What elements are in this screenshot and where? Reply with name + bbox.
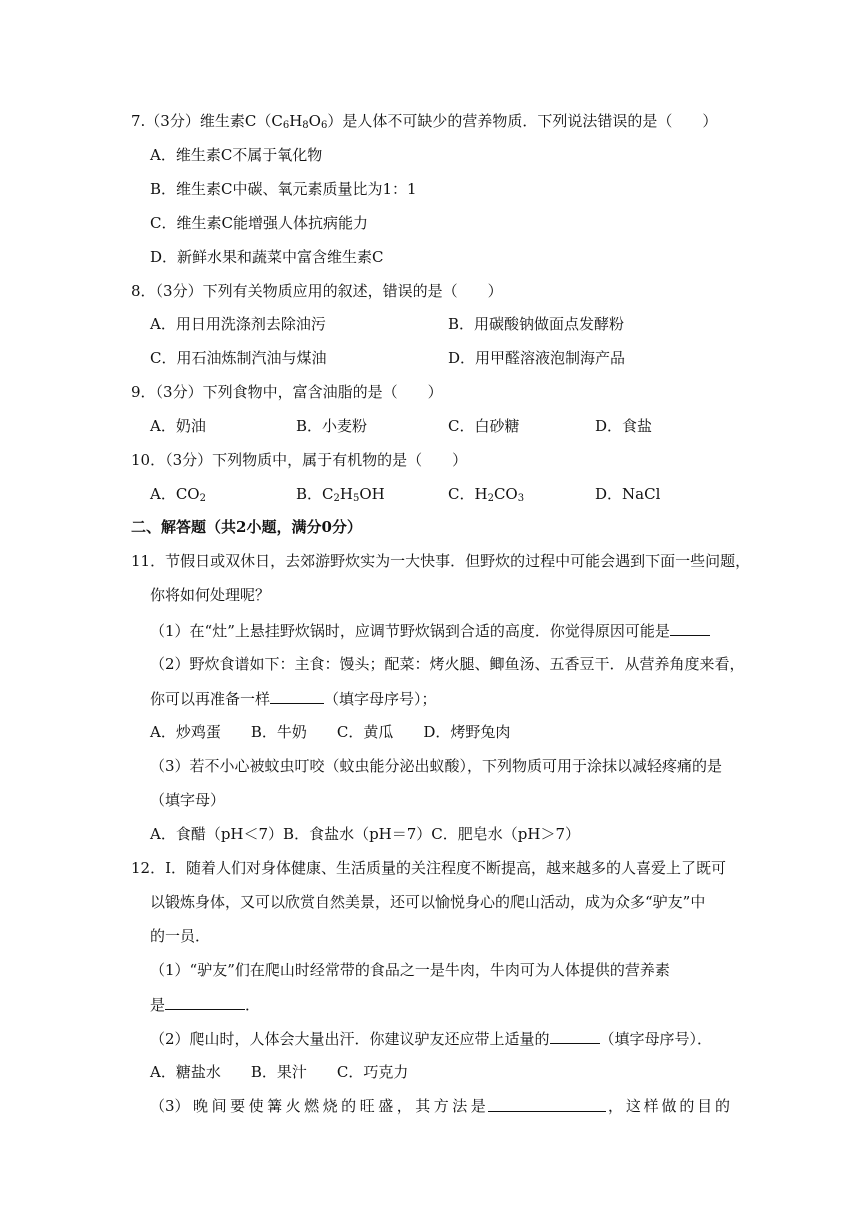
q12-line-2: 以锻炼身体，又可以欣赏自然美景，还可以愉悦身心的爬山活动，成为众多“驴友”中 <box>150 893 706 911</box>
q11-part-2-cont: 你可以再准备一样 （填字母序号）； <box>150 687 437 710</box>
q10-option-d: D．NaCl <box>595 485 661 503</box>
q11-part-1: （1）在“灶”上悬挂野炊锅时，应调节野炊锅到合适的高度．你觉得原因可能是 <box>150 619 710 642</box>
q7-option-a: A．维生素C不属于氧化物 <box>150 146 323 164</box>
q12-part-3-char: 其 <box>415 1097 431 1115</box>
q12-part-3-char: 旺 <box>359 1097 375 1115</box>
q12-part-1-cont: 是 ． <box>150 993 260 1016</box>
q8-stem: 8．（3分）下列有关物质应用的叙述，错误的是（ ） <box>131 282 503 300</box>
answer-blank[interactable] <box>488 1095 606 1112</box>
q12-part-3-char: 做 <box>661 1097 677 1115</box>
q11-part-3: （3）若不小心被蚊虫叮咬（蚊虫能分泌出蚁酸），下列物质可用于涂抹以减轻疼痛的是 <box>150 757 723 775</box>
q10-stem: 10．（3分）下列物质中，属于有机物的是（ ） <box>131 451 468 469</box>
q11-part-3-cont: （填字母） <box>150 791 226 809</box>
q12-part-3-char: 是 <box>470 1097 486 1115</box>
q7-option-b: B．维生素C中碳、氧元素质量比为1：1 <box>150 180 417 198</box>
q12-part-2: （2）爬山时，人体会大量出汗．你建议驴友还应带上适量的 （填字母序号）． <box>150 1027 712 1050</box>
q12-part-3-char: 间 <box>211 1097 227 1115</box>
answer-blank[interactable] <box>165 993 245 1010</box>
q12-part-3-char: 烧 <box>322 1097 338 1115</box>
q11-part-2-options: A．炒鸡蛋 B．牛奶 C．黄瓜 D．烤野兔肉 <box>150 723 511 741</box>
q12-part-3-char: 要 <box>230 1097 246 1115</box>
q11-part-2: （2）野炊食谱如下：主食：馒头；配菜：烤火腿、鲫鱼汤、五香豆干．从营养角度来看， <box>150 655 745 673</box>
q12-part-3-char: 篝 <box>267 1097 283 1115</box>
q11-line-2: 你将如何处理呢？ <box>150 586 271 604</box>
q12-part-3 <box>150 1095 730 1117</box>
q8-option-a: A．用日用洗涤剂去除油污 <box>150 315 326 333</box>
q12-part-3-char: 这 <box>625 1097 641 1115</box>
q8-option-c: C．用石油炼制汽油与煤油 <box>150 349 327 367</box>
q9-option-d: D．食盐 <box>595 417 653 435</box>
q12-part-3-char: 方 <box>433 1097 449 1115</box>
answer-blank[interactable] <box>270 687 324 704</box>
q9-option-b: B．小麦粉 <box>296 417 368 435</box>
q12-part-3-char: 的 <box>679 1097 695 1115</box>
q7-option-d: D．新鲜水果和蔬菜中富含维生素C <box>150 248 384 266</box>
q12-part-3-tail <box>608 1095 730 1117</box>
q12-part-3-char: 目 <box>697 1097 713 1115</box>
q7-stem: 7.（3分）维生素$C(C_6H_8O_6)$是人体不可缺少的营养物质．下列说法错误的是（ ） <box>131 112 718 131</box>
q12-part-3-char: 的 <box>714 1097 730 1115</box>
q12-part-2-options: A．糖盐水 B．果汁 C．巧克力 <box>150 1063 409 1081</box>
section-title: 二、解答题（共2小题，满分0分） <box>131 518 362 536</box>
q12-part-3-char: 法 <box>452 1097 468 1115</box>
q11-part-3-options: A．食醋（pH＜7）B．食盐水（pH＝7）C．肥皂水（pH＞7） <box>150 825 581 843</box>
q8-option-b: B．用碳酸钠做面点发酵粉 <box>448 315 625 333</box>
q11-line-1: 11．节假日或双休日，去郊游野炊实为一大快事．但野炊的过程中可能会遇到下面一些问题， <box>131 552 751 570</box>
q9-option-c: C．白砂糖 <box>448 417 520 435</box>
q12-part-3-char: ， <box>608 1097 624 1115</box>
q9-option-a: A．奶油 <box>150 417 206 435</box>
q12-part-3-char: 火 <box>285 1097 301 1115</box>
q12-line-1: 12．I．随着人们对身体健康、生活质量的关注程度不断提高，越来越多的人喜爱上了既可 <box>131 859 727 877</box>
q12-part-1: （1）“驴友”们在爬山时经常带的食品之一是牛肉，牛肉可为人体提供的营养素 <box>150 961 670 979</box>
q12-part-3-char: （3） <box>150 1097 190 1115</box>
q9-stem: 9．（3分）下列食物中，富含油脂的是（ ） <box>131 383 443 401</box>
answer-blank[interactable] <box>670 619 710 636</box>
q12-part-3-char: 盛 <box>378 1097 394 1115</box>
q10-option-c: C．$H_2CO_3$ <box>448 485 525 504</box>
q12-part-3-char: 使 <box>248 1097 264 1115</box>
q12-part-3-char: ， <box>396 1097 412 1115</box>
q12-part-3-char: 燃 <box>304 1097 320 1115</box>
q12-part-3-char: 的 <box>341 1097 357 1115</box>
q10-option-a: A．$CO_2$ <box>150 485 206 504</box>
q7-option-c: C．维生素C能增强人体抗病能力 <box>150 214 368 232</box>
q8-option-d: D．用甲醛溶液泡制海产品 <box>448 349 626 367</box>
q12-part-3-char: 样 <box>643 1097 659 1115</box>
q12-part-3-lead <box>150 1095 486 1117</box>
q10-option-b: B．$C_2H_5OH$ <box>296 485 385 504</box>
q12-line-3: 的一员． <box>150 927 211 945</box>
answer-blank[interactable] <box>550 1027 600 1044</box>
q12-part-3-char: 晚 <box>193 1097 209 1115</box>
